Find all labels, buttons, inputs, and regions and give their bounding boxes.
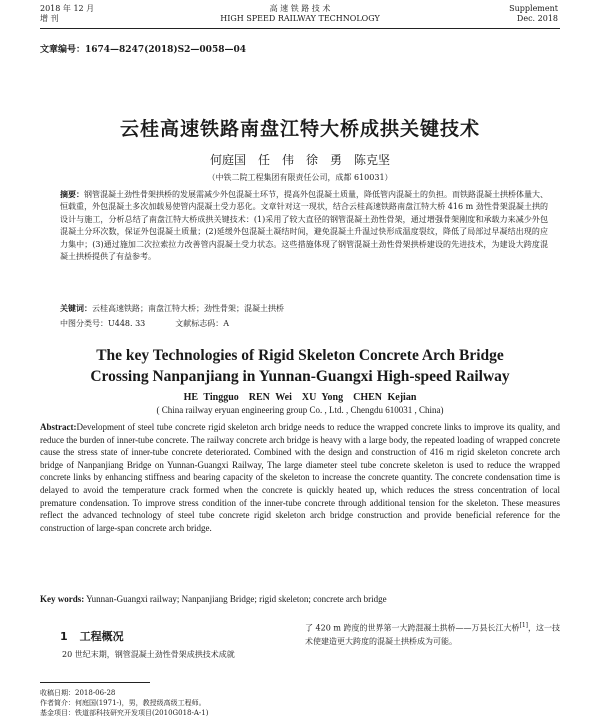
header-supplement-en: Supplement (509, 4, 558, 13)
english-affiliation: ( China railway eryuan engineering group Co. , Ltd. , Chengdu 610031 , China) (156, 405, 444, 415)
header-right (509, 4, 558, 24)
document-code: 文献标志码：A (175, 319, 230, 328)
english-authors: HE Tingguo REN Wei XU Yong CHEN Kejian (183, 392, 417, 403)
chinese-abstract-label: 摘要： (60, 189, 84, 199)
section-number: 1 (60, 630, 68, 643)
running-header (0, 0, 600, 30)
english-keywords (40, 594, 560, 604)
english-title-line2: Crossing Nanpanjiang in Yunnan-Guangxi High-speed Railway (90, 368, 510, 385)
footnote-rule (40, 682, 150, 683)
header-date-en: Dec. 2018 (516, 14, 558, 23)
chinese-authors: 何庭国 任 伟 徐 勇 陈克坚 (209, 153, 390, 167)
english-title (0, 345, 600, 387)
classification-line (60, 318, 548, 329)
english-keywords-text: Yunnan-Guangxi railway; Nanpanjiang Bridge; rigid skeleton; concrete arch bridge (86, 594, 387, 604)
body-right-column (305, 619, 560, 648)
header-supplement-cn: 增 刊 (40, 14, 59, 23)
header-rule (40, 28, 560, 29)
chinese-keywords-label: 关键词： (60, 303, 92, 313)
header-date-cn: 2018 年 12 月 (40, 4, 95, 13)
section-heading (60, 628, 124, 644)
english-abstract-label: Abstract: (40, 422, 77, 432)
footnotes (40, 688, 560, 718)
chinese-title: 云桂高速铁路南盘江特大桥成拱关键技术 (119, 118, 480, 140)
chinese-affiliation: （中铁二院工程集团有限责任公司，成都 610031） (207, 173, 393, 182)
footnote-author: 作者简介：何庭国(1971-)，男，教授级高级工程师。 (40, 699, 206, 707)
clc-number: 中图分类号：U448. 33 (60, 319, 146, 328)
body-right-text: 了 420 m 跨度的世界第一大跨混凝土拱桥——万县长江大桥 (305, 623, 520, 633)
body-left-column: 20 世纪末期，钢管混凝土劲性骨架成拱技术成就 (62, 650, 235, 659)
article-number: 文章编号：1674—8247(2018)S2—0058—04 (40, 45, 246, 55)
section-title: 工程概况 (79, 630, 124, 643)
chinese-abstract (60, 188, 548, 263)
english-keywords-label: Key words: (40, 594, 85, 604)
chinese-abstract-text: 钢管混凝土劲性骨架拱桥的发展需减少外包混凝土环节，提高外包混凝土质量，降低管内混凝土的负担。而铁路混凝土拱桥体量大、恒载重，外包混凝土多次加载易使管内混凝土受力恶化。文章针对这一现状，结合云桂高速铁路南盘江特大桥 416 m 劲性骨架混凝土拱的设计与施工，分析总结了南盘江特大桥成拱关键技术：(1)采用了较大直径的钢管混凝土劲性骨架，通过增强骨架刚度和承载力来减少外包混凝土分环次数，保证外包混凝土质量；(2)延缓外包混凝土凝结时间，避免混凝土升温过快形成温度裂纹，降低了局部过早凝结出现的应力集中；(3)通过施加二次拉索拉力改善管内混凝土受力状态。这些措施体现了钢管混凝土劲性骨架拱桥建设的先进技术，为建设大跨度混凝土拱桥提供了有益参考。 (60, 190, 548, 262)
english-abstract-text: Development of steel tube concrete rigid skeleton arch bridge needs to reduce the wrapped concrete links to improve its quality, and reduce the burden of inner-tube concrete. The railway concrete arch bridge is heavy with a large body, the repeated loading of wrapped concrete cause the stress state of inner-tube concrete deteriorated. Combined with the design and construction of 416 m rigid skeleton concrete arch bridge of Nanpanjiang Bridge on Yunnan-Guangxi Railway, The large diameter steel tube concrete skeleton is used to reduce the wrapped concrete links by enhancing stiffness and bearing capacity of the skeleton to increase the concrete quantity. The concrete condensation time is delayed to avoid the temperature crack formed when the concrete is quickly heated up, which reduces the stress concentration of local premature condensation. To improve stress condition of the inner-tube concrete through additional tension for the skeleton. These measures reflect the advanced technology of steel tube concrete rigid skeleton arch bridge construction and provide beneficial reference for the construction of large-span concrete arch bridge. (40, 422, 560, 533)
citation-ref: [1] (519, 622, 528, 629)
header-journal-cn: 高 速 铁 路 技 术 (269, 4, 331, 13)
header-journal-en: HIGH SPEED RAILWAY TECHNOLOGY (220, 14, 380, 23)
chinese-keywords (60, 303, 548, 314)
english-abstract (40, 421, 560, 534)
chinese-keywords-text: 云桂高速铁路；南盘江特大桥；劲性骨架；混凝土拱桥 (92, 304, 284, 313)
body-right-text-2: ，这一技术使建造更大跨度的混凝土拱桥成为可能。 (305, 623, 560, 646)
english-title-line1: The key Technologies of Rigid Skeleton Concrete Arch Bridge (96, 347, 504, 364)
footnote-fund: 基金项目：铁道部科技研究开发项目(2010G018-A-1) (40, 709, 209, 717)
footnote-received: 收稿日期：2018-06-28 (40, 689, 116, 697)
